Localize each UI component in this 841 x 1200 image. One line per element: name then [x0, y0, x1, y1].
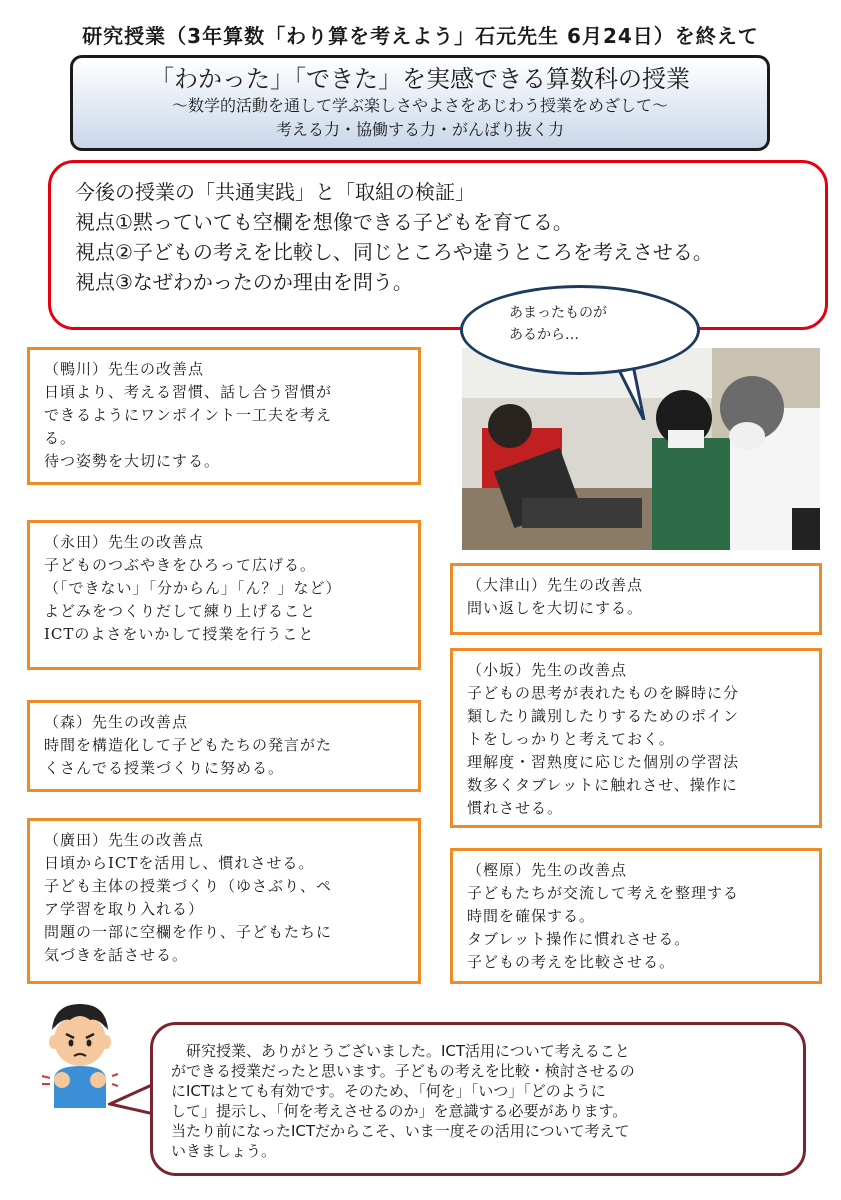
box-line: 気づきを話させる。	[44, 946, 189, 964]
improvement-box-mori	[27, 700, 421, 792]
box-line: 日頃より、考える習慣、話し合う習慣が	[44, 383, 333, 401]
improvement-box-kashihara	[450, 848, 822, 984]
viewpoint-2: 視点②子どもの考えを比較し、同じところや違うところを考えさせる。	[75, 240, 713, 264]
box-heading: （鴨川）先生の改善点	[44, 360, 205, 378]
box-line: 数多くタブレットに触れさせ、操作に	[467, 776, 738, 794]
speech-line-1: あまったものが	[509, 305, 607, 321]
box-line: 子ども主体の授業づくり（ゆさぶり、ペ	[44, 877, 333, 895]
box-line: 問題の一部に空欄を作り、子どもたちに	[44, 923, 333, 941]
box-line: 類したり識別したりするためのポイン	[467, 707, 740, 725]
box-line: ア学習を取り入れる）	[44, 900, 205, 918]
viewpoint-1: 視点①黙っていても空欄を想像できる子どもを育てる。	[75, 210, 573, 234]
improvement-box-kosaka	[450, 648, 822, 828]
box-line: 子どもの思考が表れたものを瞬時に分	[467, 684, 740, 702]
box-heading: （森）先生の改善点	[44, 713, 189, 731]
box-heading: （小坂）先生の改善点	[467, 661, 628, 679]
box-line: 理解度・習熟度に応じた個別の学習法	[467, 753, 740, 771]
closing-line: にICTはとても有効です。そのため、「何を」「いつ」「どのように	[171, 1082, 606, 1100]
box-line: 時間を構造化して子どもたちの発言がた	[44, 736, 333, 754]
viewpoint-3: 視点③なぜわかったのか理由を問う。	[75, 270, 413, 294]
theme-title: 「わかった」「できた」を実感できる算数科の授業	[150, 65, 690, 93]
page-title: 研究授業（3年算数「わり算を考えよう」石元先生 6月24日）を終えて	[82, 24, 759, 48]
theme-skills: 考える力・協働する力・がんばり抜く力	[275, 120, 564, 139]
box-line: 待つ姿勢を大切にする。	[44, 452, 221, 470]
box-line: よどみをつくりだして練り上げること	[44, 602, 317, 620]
box-heading: （廣田）先生の改善点	[44, 831, 205, 849]
box-line: ICTのよさをいかして授業を行うこと	[44, 625, 315, 643]
closing-line: ができる授業だったと思います。子どもの考えを比較・検討させるの	[171, 1062, 635, 1080]
common-practice-box	[48, 160, 828, 330]
box-line: くさんでる授業づくりに努める。	[44, 759, 285, 777]
box-line: タブレット操作に慣れさせる。	[467, 930, 691, 948]
box-line: 慣れさせる。	[467, 799, 564, 817]
box-line: 子どものつぶやきをひろって広げる。	[44, 556, 317, 574]
closing-line: いきましょう。	[171, 1142, 277, 1160]
practice-heading: 今後の授業の「共通実践」と「取組の検証」	[75, 180, 475, 204]
theme-subtitle: ～数学的活動を通して学ぶ楽しさやよさをあじわう授業をめざして～	[171, 96, 668, 115]
box-line: る。	[44, 429, 77, 447]
box-line: 子どもたちが交流して考えを整理する	[467, 884, 740, 902]
improvement-box-otsuyama	[450, 563, 822, 635]
speech-line-2: あるから…	[509, 327, 579, 343]
improvement-box-nagata	[27, 520, 421, 670]
box-heading: （大津山）先生の改善点	[467, 576, 644, 594]
improvement-box-hirota	[27, 818, 421, 984]
box-line: 時間を確保する。	[467, 907, 596, 925]
box-heading: （永田）先生の改善点	[44, 533, 205, 551]
box-line: 日頃からICTを活用し、慣れさせる。	[44, 854, 315, 872]
improvement-box-kamogawa	[27, 347, 421, 485]
theme-box	[70, 55, 770, 151]
speech-bubble	[460, 285, 700, 375]
box-heading: （樫原）先生の改善点	[467, 861, 628, 879]
box-line: （「できない」「分からん」「ん？」など）	[44, 579, 342, 597]
closing-message	[150, 1022, 806, 1176]
closing-line: 当たり前になったICTだからこそ、いま一度その活用について考えて	[171, 1122, 630, 1140]
box-line: 問い返しを大切にする。	[467, 599, 644, 617]
box-line: トをしっかりと考えておく。	[467, 730, 675, 748]
box-line: できるようにワンポイント一工夫を考え	[44, 406, 333, 424]
closing-line: 研究授業、ありがとうございました。ICT活用について考えること	[171, 1042, 630, 1060]
closing-line: して」提示し、「何を考えさせるのか」を意識する必要があります。	[171, 1102, 628, 1120]
box-line: 子どもの考えを比較させる。	[467, 953, 676, 971]
